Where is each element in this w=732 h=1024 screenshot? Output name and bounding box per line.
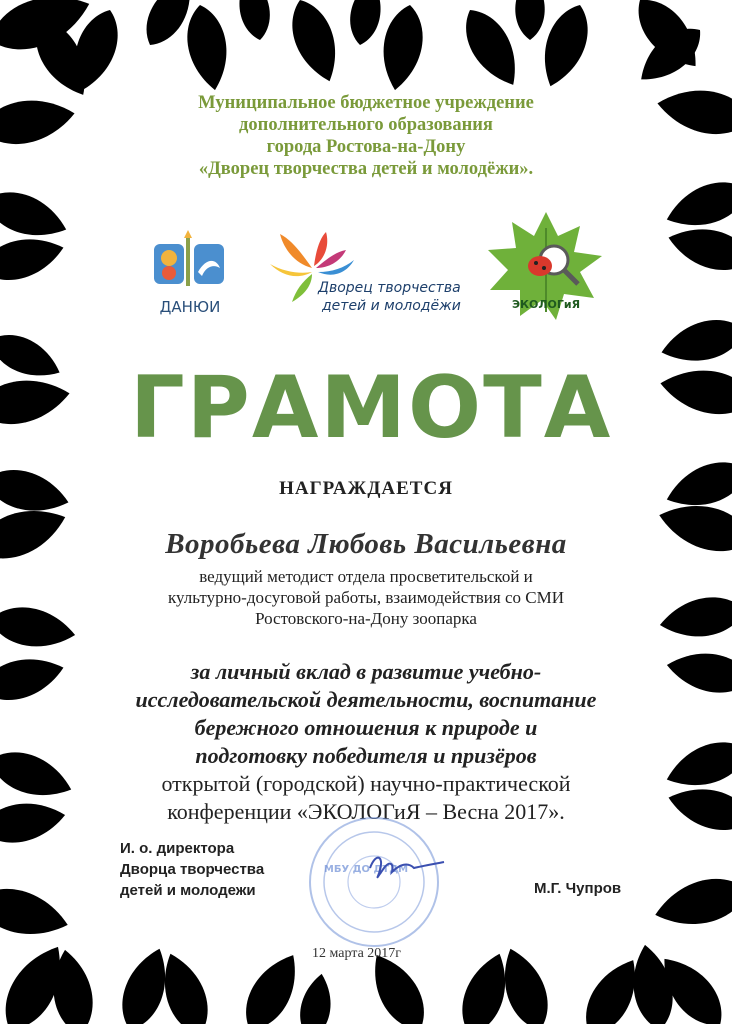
palace-logo bbox=[262, 228, 472, 324]
header-line: «Дворец творчества детей и молодёжи». bbox=[198, 159, 534, 179]
reason-line: конференции «ЭКОЛОГиЯ – Весна 2017». bbox=[167, 799, 565, 824]
director-title-line: И. о. директора bbox=[120, 840, 235, 857]
recipient-position bbox=[110, 566, 622, 629]
reason-line: исследовательской деятельности, воспитание bbox=[135, 687, 597, 712]
palace-logo-line2: детей и молодёжи bbox=[322, 298, 461, 314]
official-stamp bbox=[304, 812, 454, 962]
palace-logo-line1: Дворец творчества bbox=[318, 280, 461, 296]
position-line: культурно-досуговой работы, взаимодействия со СМИ bbox=[168, 588, 564, 607]
recipient-name: Воробьева Любовь Васильевна bbox=[165, 528, 567, 560]
director-title-line: Дворца творчества bbox=[120, 861, 265, 878]
signer-name: М.Г. Чупров bbox=[534, 880, 622, 897]
danyui-logo bbox=[150, 228, 230, 318]
director-title-line: детей и молодежи bbox=[120, 882, 256, 899]
reason-line: открытой (городской) научно-практической bbox=[161, 771, 571, 796]
reason-line: бережного отношения к природе и bbox=[194, 715, 538, 740]
ecology-logo bbox=[484, 208, 608, 326]
header-line: дополнительного образования bbox=[239, 115, 493, 135]
issue-date: 12 марта 2017г bbox=[312, 946, 402, 961]
header-line: Муниципальное бюджетное учреждение bbox=[198, 93, 534, 113]
position-line: ведущий методист отдела просветительской и bbox=[199, 567, 533, 586]
director-title bbox=[120, 838, 264, 901]
certificate-title: ГРАМОТА bbox=[130, 358, 613, 458]
institution-header bbox=[120, 92, 612, 180]
position-line: Ростовского-на-Дону зоопарка bbox=[255, 609, 477, 628]
reason-line: подготовку победителя и призёров bbox=[195, 743, 537, 768]
header-line: города Ростова-на-Дону bbox=[266, 137, 466, 157]
award-reason bbox=[90, 658, 642, 826]
danyui-logo-text: ДАНЮИ bbox=[159, 298, 221, 316]
stamp-text: МБУ ДО ДТДМ bbox=[323, 864, 409, 875]
awarded-label: НАГРАЖДАЕТСЯ bbox=[279, 478, 453, 499]
reason-line: за личный вклад в развитие учебно- bbox=[190, 659, 542, 684]
ecology-logo-text: ЭКОЛОГиЯ bbox=[511, 298, 581, 311]
